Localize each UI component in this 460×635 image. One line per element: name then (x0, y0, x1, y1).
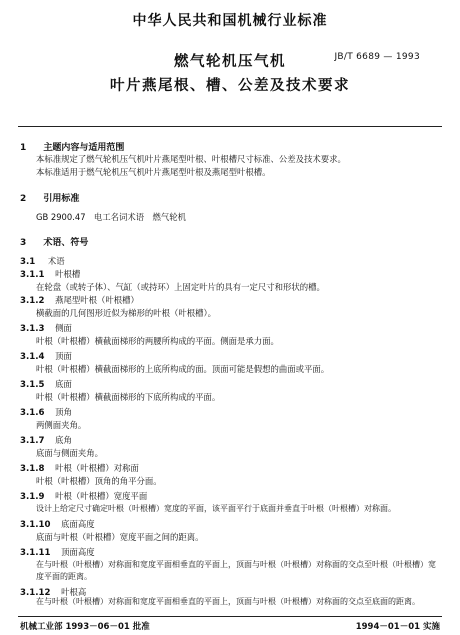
definition: 两侧面夹角。 (36, 420, 87, 430)
clause-3-1-3 (20, 322, 72, 335)
definition: 叶根（叶根槽）横截面梯形的下底所构成的平面。 (36, 392, 221, 402)
definition: 横截面的几何图形近似为梯形的叶根（叶根槽）。 (36, 308, 217, 318)
clause-title: 底面高度 (61, 519, 95, 529)
clause-3-1-7 (20, 434, 72, 447)
clause-title: 侧面 (55, 323, 72, 333)
definition: 底面与侧面夹角。 (36, 448, 103, 458)
clause-title: 叶根槽 (55, 269, 81, 279)
clause-number: 3.1.1 (20, 270, 45, 280)
clause-3-1-2 (20, 294, 139, 307)
section-2-heading (20, 191, 79, 204)
standard-code: JB/T 6689 — 1993 (334, 52, 420, 62)
clause-3-1-8 (20, 462, 139, 475)
clause-number: 3.1.2 (20, 296, 45, 306)
title-line-2: 叶片燕尾根、槽、公差及技术要求 (110, 78, 350, 94)
clause-title: 叶根（叶根槽）对称面 (55, 463, 139, 473)
header-divider (18, 126, 442, 127)
clause-number: 3.1.4 (20, 352, 45, 362)
paragraph: 本标准适用于燃气轮机压气机叶片燕尾型叶根及燕尾型叶根槽。 (36, 167, 271, 177)
clause-title: 叶根（叶根槽）宽度平面 (55, 491, 148, 501)
approval-date: 机械工业部 1993－06－01 批准 (20, 622, 150, 632)
clause-title: 底面 (55, 379, 72, 389)
clause-number: 3.1.8 (20, 464, 45, 474)
clause-title: 顶角 (55, 407, 72, 417)
clause-3-1-9 (20, 490, 147, 503)
definition: 底面与叶根（叶根槽）宽度平面之间的距离。 (36, 532, 204, 542)
definition: 在与叶根（叶根槽）对称面和宽度平面相垂直的平面上，顶面与叶根（叶根槽）对称面的交点至叶根（叶根槽）宽度平面的距离。 (36, 560, 436, 581)
clause-title: 顶面 (55, 351, 72, 361)
clause-number: 3.1.5 (20, 380, 45, 390)
referenced-standard: GB 2900.47 电工名词术语 燃气轮机 (36, 212, 187, 222)
issuing-body: 中华人民共和国机械行业标准 (132, 13, 328, 29)
paragraph: 本标准规定了燃气轮机压气机叶片燕尾型叶根、叶根槽尺寸标准、公差及技术要求。 (36, 154, 346, 164)
footer-divider (18, 616, 442, 617)
clause-3-1-1 (20, 268, 80, 281)
definition: 叶根（叶根槽）横截面梯形的上底所构成的面。顶面可能是假想的曲面或平面。 (36, 364, 330, 374)
clause-title: 叶根高 (61, 587, 87, 597)
clause-3-1-10 (20, 518, 95, 531)
clause-number: 3.1.6 (20, 408, 45, 418)
clause-number: 3.1.11 (20, 548, 51, 558)
clause-number: 3.1.10 (20, 520, 51, 530)
section-3-heading (20, 235, 88, 248)
clause-title: 底角 (55, 435, 72, 445)
clause-number: 3.1.9 (20, 492, 45, 502)
clause-number: 3.1.7 (20, 436, 45, 446)
effective-date: 1994－01－01 实施 (355, 622, 440, 632)
clause-number: 3.1.12 (20, 588, 51, 598)
section-number: 1 (20, 143, 27, 153)
section-1-heading (20, 140, 124, 153)
definition: 设计上给定尺寸确定叶根（叶根槽）宽度的平面，该平面平行于底面并垂直于叶根（叶根槽）对称面。 (36, 504, 396, 513)
section-number: 2 (20, 194, 27, 204)
definition: 叶根（叶根槽）横截面梯形的两腰所构成的平面。侧面是承力面。 (36, 336, 279, 346)
clause-title: 燕尾型叶根（叶根槽） (55, 295, 139, 305)
clause-title: 顶面高度 (61, 547, 95, 557)
section-number: 3 (20, 238, 27, 248)
clause-3-1 (20, 255, 65, 268)
clause-title: 术语 (47, 256, 65, 266)
clause-number: 3.1.3 (20, 324, 45, 334)
title-line-1: 燃气轮机压气机 (174, 54, 286, 70)
definition: 在与叶根（叶根槽）对称面和宽度平面相垂直的平面上，顶面与叶根（叶根槽）对称面的交点至底面的距离。 (36, 597, 420, 606)
definition: 叶根（叶根槽）顶角的角平分面。 (36, 476, 162, 486)
clause-3-1-11 (20, 546, 95, 559)
clause-3-1-5 (20, 378, 72, 391)
definition: 在轮盘（或转子体）、气缸（或持环）上固定叶片的具有一定尺寸和形状的槽。 (36, 282, 325, 292)
clause-3-1-6 (20, 406, 72, 419)
clause-3-1-4 (20, 350, 72, 363)
clause-number: 3.1 (20, 257, 36, 267)
section-title: 术语、符号 (43, 238, 89, 248)
section-title: 主题内容与适用范围 (43, 143, 125, 153)
section-title: 引用标准 (43, 194, 80, 204)
